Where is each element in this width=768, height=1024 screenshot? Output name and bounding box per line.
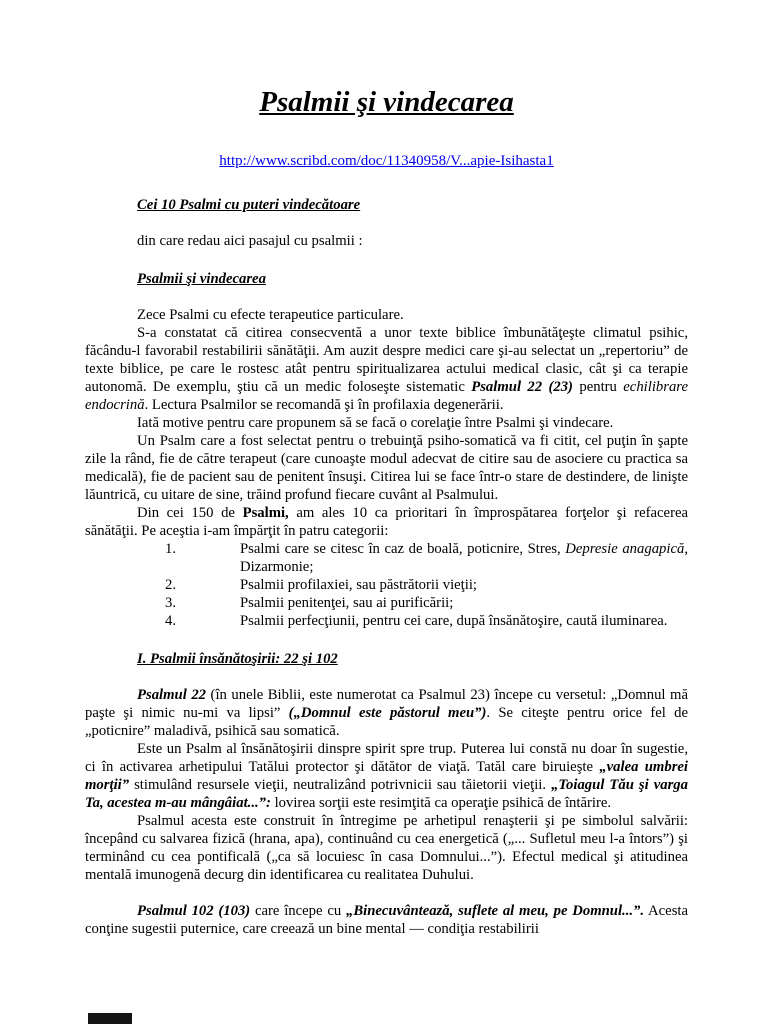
list-text [240, 594, 688, 612]
list-number: 1. [165, 541, 177, 557]
link-row [85, 153, 688, 170]
text-run: , Dizarmonie; [240, 541, 688, 575]
text-run: care începe cu [250, 903, 346, 919]
text-run: Psalmi care se citesc în caz de boală, poticnire, Stres, [240, 541, 566, 557]
section-heading-cei10: Cei 10 Psalmi cu puteri vindecătoare [137, 197, 361, 213]
text-run: „Toiagul Tău şi varga Ta, acestea m-au mângâiat...”: [85, 777, 688, 811]
text-run: Psalmii penitenţei, sau ai purificării; [240, 595, 454, 611]
text-run: . Se citeşte pentru orice fel de „poticnire” maladivă, psihică sau somatică. [85, 705, 688, 739]
paragraph-unpsalm: Un Psalm care a fost selectat pentru o trebuinţă psiho-somatică va fi citit, cel puţin în şapte zile la rând, fie de către terapeut (care cunoaşte modul adecvat de citire sau de asociere cu practica sa medicală), fie de pacient sau de penitent însuşi. Citirea lui se face într-o stare de destindere, de linişte lăuntrică, cu uitare de sine, trăind profund fiecare cuvânt al Psalmului. [85, 433, 688, 503]
paragraph-este [85, 740, 688, 812]
text-run: Psalmul 22 (23) [471, 379, 573, 395]
paragraph-zece: Zece Psalmi cu efecte terapeutice particulare. [137, 307, 404, 323]
list-number: 4. [165, 613, 177, 629]
paragraph-dincei [85, 504, 688, 540]
text-run: (în unele Biblii, este numerotat ca Psalmul 23) începe cu versetul: „Domnul mă paşte şi nimic nu-mi va lipsi” [85, 687, 688, 721]
section-heading-categoria1: I. Psalmii însănătoşirii: 22 şi 102 [137, 651, 338, 667]
paragraph-constatat [85, 324, 688, 414]
text-run: stimulând resursele vieţii, neutralizând potrivnicii sau tăietorii vieţii. [129, 777, 552, 793]
text-run: Este un Psalm al însănătoşirii dinspre spirit spre trup. Puterea lui constă nu doar în sugestie, ci în activarea arhetipului Tatălui protector şi dătător de viaţă. Tatăl care biruieşte [85, 741, 688, 775]
list-item [85, 540, 688, 576]
text-run: („Domnul este păstorul meu”) [288, 705, 487, 721]
section-heading-psalmii: Psalmii şi vindecarea [137, 271, 266, 287]
scribd-link[interactable]: http://www.scribd.com/doc/11340958/V...apie-Isihasta1 [219, 153, 554, 169]
text-run: Din cei 150 de [137, 505, 243, 521]
text-run: lovirea sorţii este resimţită ca operaţie psihică de întărire. [270, 795, 612, 811]
text-run: Depresie anagapică [565, 541, 685, 557]
list-item [85, 594, 688, 612]
list-text [240, 540, 688, 576]
text-run: „valea umbrei morţii” [85, 759, 689, 793]
text-run: am ales 10 ca prioritari în împrospătarea forţelor şi refacerea sănătăţii. Pe aceştia i-am împărţit în patru categorii: [85, 505, 688, 539]
paragraph-redau: din care redau aici pasajul cu psalmii : [137, 233, 363, 249]
text-run: Psalmul 22 [137, 687, 207, 703]
category-list [85, 540, 688, 630]
text-run: echilibrare endocrină [85, 379, 688, 413]
text-run: . Lectura Psalmilor se recomandă şi în profilaxia degenerării. [144, 397, 504, 413]
page-corner-artifact [88, 1013, 132, 1024]
text-run: Psalmii perfecţiunii, pentru cei care, după însănătoşire, caută iluminarea. [240, 613, 668, 629]
paragraph-psalmul22 [85, 686, 688, 740]
text-run: Psalmul 102 (103) [137, 903, 251, 919]
text-run: Psalmii profilaxiei, sau păstrătorii vieţii; [240, 577, 477, 593]
text-run: Acesta conţine sugestii puternice, care creează un bine mental — condiţia restabilirii [85, 903, 689, 937]
paragraph-acesta: Psalmul acesta este construit în întregime pe arhetipul renaşterii şi pe simbolul salvării: începând cu salvarea fizică (hrana, apa), continuând cu cea energetică („... Sufletul meu l-a întors”) şi terminând cu cea pontificală („ca să locuiesc în casa Domnului...”). Efectul medical şi atitudinea mentală imunogenă decurg din identificarea cu realitatea Duhului. [85, 813, 688, 883]
text-run: „Binecuvântează, suflete al meu, pe Domnul...”. [345, 903, 645, 919]
text-run: pentru [572, 379, 624, 395]
document-page [85, 0, 688, 938]
paragraph-psalmul102 [85, 902, 688, 938]
list-item [85, 612, 688, 630]
page-title: Psalmii şi vindecarea [259, 86, 514, 118]
text-run: S-a constatat că citirea consecventă a unor texte biblice îmbunătăţeşte climatul psihic, făcându-l favorabil restabilirii sănătăţii. Am auzit despre medici care şi-au selectat un „repertoriu” de texte biblice, pe care le rostesc atât pentru spiritualizarea actului medical clasic, cât şi ca terapie autonomă. De exemplu, ştiu că un medic foloseşte sistematic [85, 325, 688, 395]
list-number: 2. [165, 577, 177, 593]
list-number: 3. [165, 595, 177, 611]
list-item [85, 576, 688, 594]
paragraph-iata: Iată motive pentru care propunem să se facă o corelaţie între Psalmi şi vindecare. [137, 415, 614, 431]
list-text [240, 576, 688, 594]
list-text [240, 612, 688, 630]
text-run: Psalmi, [242, 505, 289, 521]
